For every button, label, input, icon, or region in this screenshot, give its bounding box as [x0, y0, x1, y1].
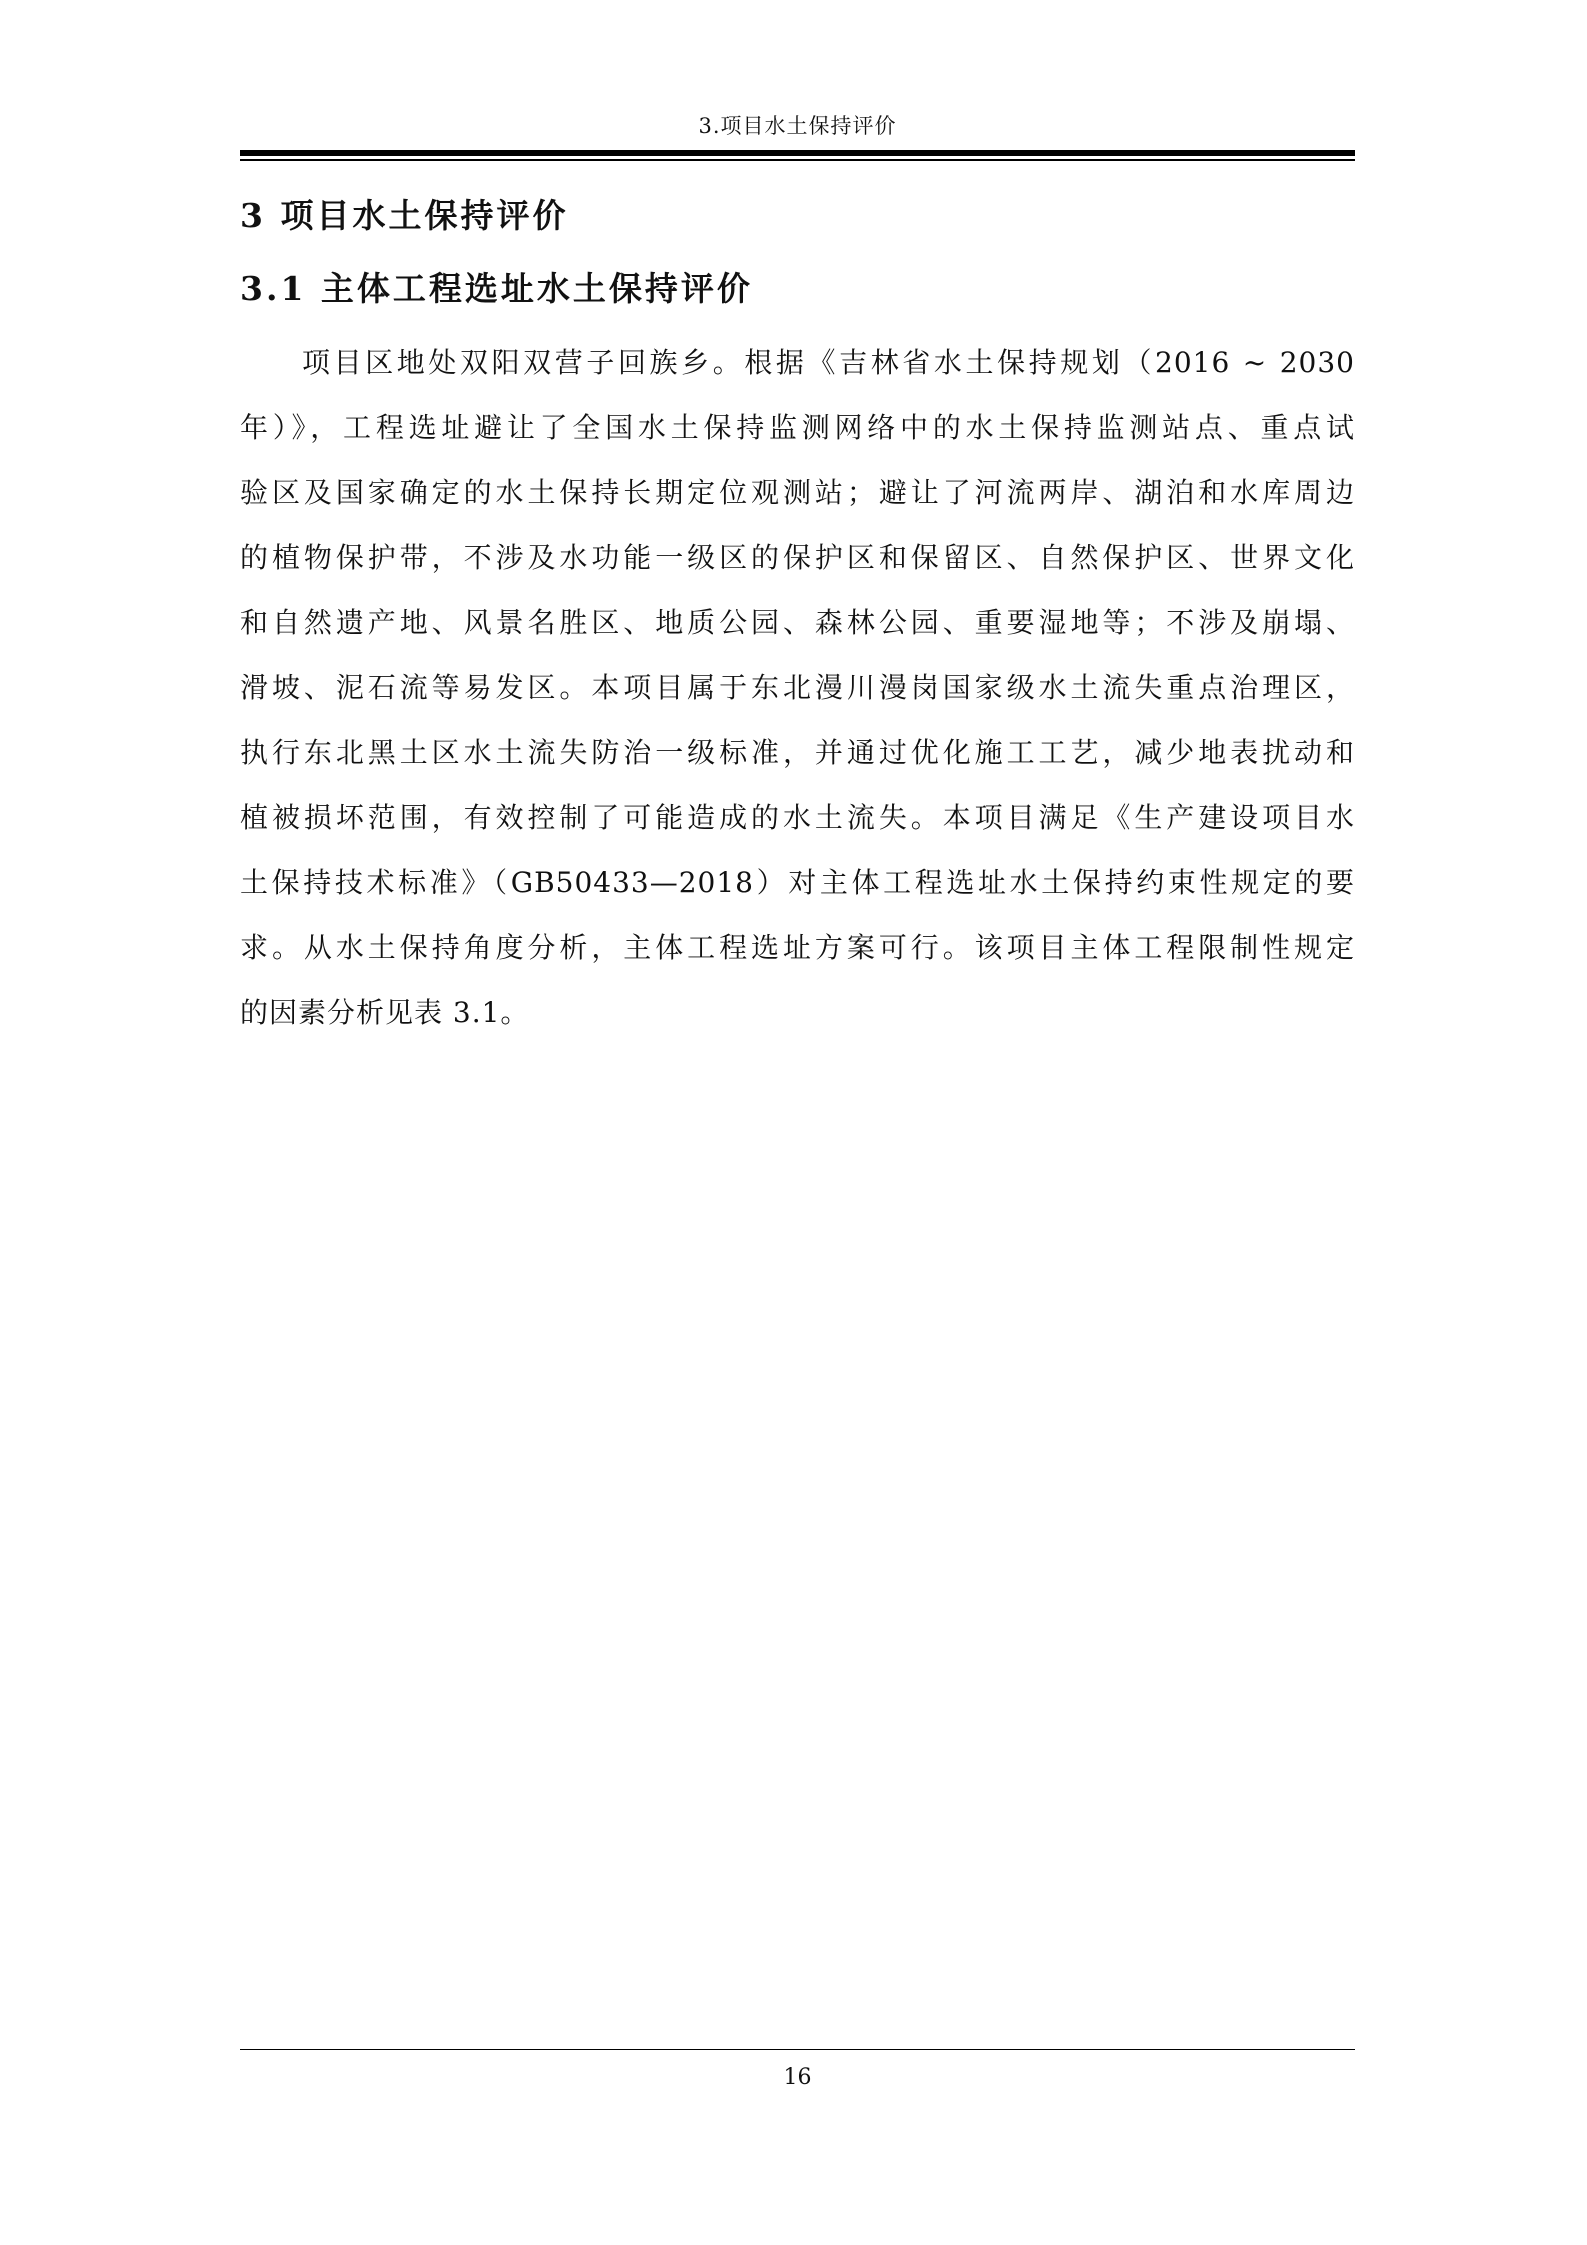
page-number: 16 [783, 2065, 812, 2090]
paragraph-line: 项目区地处双阳双营子回族乡。根据《吉林省水土保持规划（2016 ~ 2030 [302, 346, 1355, 379]
paragraph-line: 的因素分析见表 3.1。 [240, 996, 530, 1029]
paragraph-line: 滑坡、泥石流等易发区。本项目属于东北漫川漫岗国家级水土流失重点治理区， [240, 671, 1355, 704]
body-paragraph [240, 330, 1355, 1045]
paragraph-line: 年）》，工程选址避让了全国水土保持监测网络中的水土保持监测站点、重点试 [240, 411, 1355, 444]
footer-rule [240, 2049, 1355, 2050]
running-header: 3.项目水土保持评价 [698, 114, 897, 138]
paragraph-line: 执行东北黑土区水土流失防治一级标准，并通过优化施工工艺，减少地表扰动和 [240, 736, 1355, 769]
paragraph-line: 土保持技术标准》（GB50433—2018）对主体工程选址水土保持约束性规定的要 [240, 866, 1355, 899]
paragraph-line: 的植物保护带，不涉及水功能一级区的保护区和保留区、自然保护区、世界文化 [240, 541, 1355, 574]
header-rule-thick [240, 150, 1355, 156]
paragraph-line: 验区及国家确定的水土保持长期定位观测站；避让了河流两岸、湖泊和水库周边 [240, 476, 1355, 509]
paragraph-line: 植被损坏范围，有效控制了可能造成的水土流失。本项目满足《生产建设项目水 [240, 801, 1355, 834]
chapter-title: 3 项目水土保持评价 [240, 196, 569, 235]
section-title: 3.1 主体工程选址水土保持评价 [240, 269, 753, 308]
header-rule-thin [240, 159, 1355, 161]
paragraph-line: 求。从水土保持角度分析，主体工程选址方案可行。该项目主体工程限制性规定 [240, 931, 1355, 964]
paragraph-line: 和自然遗产地、风景名胜区、地质公园、森林公园、重要湿地等；不涉及崩塌、 [240, 606, 1355, 639]
